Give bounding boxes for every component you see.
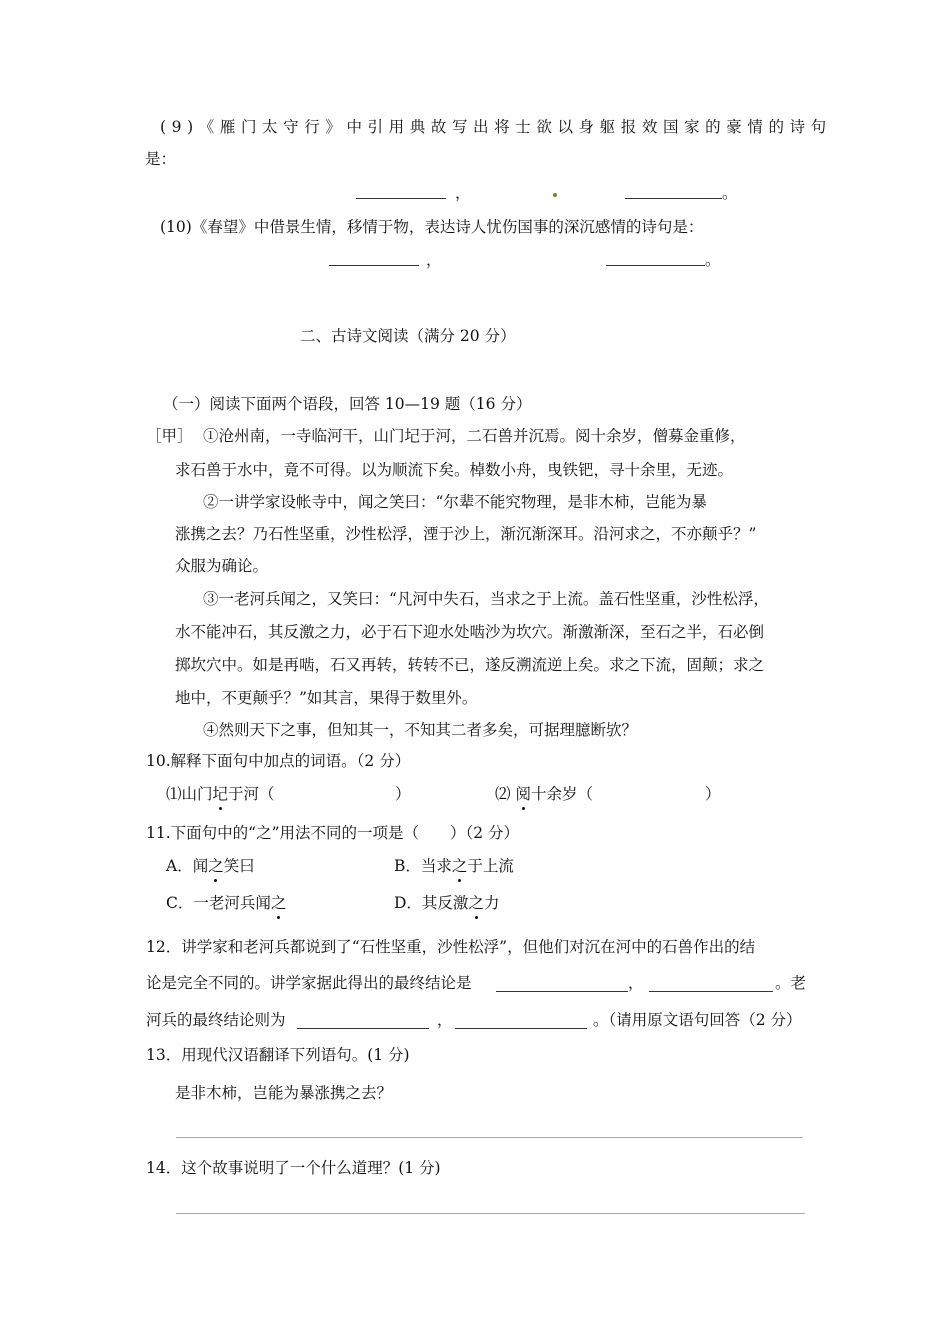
q11-c-dotted-word: 之 xyxy=(270,894,287,912)
passage-p1-line2: 求石兽于水中，竟不可得。以为顺流下矣。棹数小舟，曳铁钯，寻十余里，无迹。 xyxy=(175,461,734,479)
q12-line3-end: 。（请用原文语句回答（2 分） xyxy=(593,1011,802,1029)
q10-item1-dotted-word: 圮 xyxy=(212,785,229,803)
q12-blank-2[interactable] xyxy=(649,990,773,992)
q11-c-pre: C．一老河兵闻 xyxy=(166,894,271,912)
q10-poem-blank-1[interactable] xyxy=(329,264,419,266)
ink-speck xyxy=(553,193,557,197)
passage-p3-line4: 地中，不更颠乎？”如其言，果得于数里外。 xyxy=(175,689,478,707)
passage-p3-line2: 水不能冲石，其反激之力，必于石下迎水处啮沙为坎穴。渐激渐深，至石之半，石必倒 xyxy=(175,623,765,641)
q11-option-a xyxy=(166,856,255,876)
q11-d-post: 力 xyxy=(483,894,500,912)
q11-option-c xyxy=(166,893,286,913)
passage-p3-line1: ③一老河兵闻之，又笑曰：“凡河中失石，当求之于上流。盖石性坚重，沙性松浮， xyxy=(203,590,769,608)
section-title: 二、古诗文阅读（满分 20 分） xyxy=(300,327,516,345)
q11-b-post: 于上流 xyxy=(467,857,514,875)
q10-stem: 10.解释下面句中加点的词语。（2 分） xyxy=(146,752,411,770)
q12-line3-comma: ， xyxy=(437,1011,453,1029)
q10-poem-comma: ， xyxy=(426,251,442,269)
q14-answer-line[interactable] xyxy=(176,1213,805,1214)
q12-line1: 12．讲学家和老河兵都说到了“石性坚重，沙性松浮”，但他们对沉在河中的石兽作出的结 xyxy=(146,938,756,956)
passage-p1-line1: ①沧州南，一寺临河干，山门圮于河，二石兽并沉焉。阅十余岁，僧募金重修， xyxy=(203,427,746,445)
q12-line2-comma: ， xyxy=(628,974,644,992)
q10-item2-pre: ⑵ xyxy=(495,785,516,803)
q12-line2-text: 论是完全不同的。讲学家据此得出的最终结论是 xyxy=(146,974,472,992)
q11-a-post: 笑曰 xyxy=(223,857,255,875)
q9-period: 。 xyxy=(722,184,738,202)
q11-d-dotted-word: 之 xyxy=(468,894,484,912)
q9-line2: 是： xyxy=(145,150,177,168)
q11-option-d xyxy=(394,893,499,913)
q13-answer-line[interactable] xyxy=(176,1137,803,1138)
q9-blank-1[interactable] xyxy=(356,197,446,199)
q9-blank-2[interactable] xyxy=(625,197,722,199)
q12-line3-text: 河兵的最终结论则为 xyxy=(146,1011,286,1029)
q11-option-b xyxy=(394,856,514,876)
q13-sentence: 是非木柿，岂能为暴涨携之去？ xyxy=(175,1084,393,1102)
passage-p2-line3: 众服为确论。 xyxy=(175,557,269,575)
q10-poem-line1: (10)《春望》中借景生情，移情于物，表达诗人忧伤国事的深沉感情的诗句是： xyxy=(160,218,704,236)
q14-stem: 14．这个故事说明了一个什么道理？(1 分) xyxy=(146,1159,441,1177)
q10-item1-pre: ⑴山门 xyxy=(166,785,213,803)
q10-item1-close: ） xyxy=(395,785,411,803)
q12-blank-1[interactable] xyxy=(496,990,628,992)
passage-p3-line3: 掷坎穴中。如是再啮，石又再转，转转不已，遂反溯流逆上矣。求之下流，固颠；求之 xyxy=(175,656,765,674)
q10-item2 xyxy=(495,784,593,804)
q10-item2-post: 十余岁（ xyxy=(530,785,593,803)
passage-label: ［甲］ xyxy=(146,427,193,445)
q10-item1 xyxy=(166,784,275,804)
q9-line1: (9)《雁门太守行》中引用典故写出将士欲以身躯报效国家的豪情的诗句 xyxy=(160,118,832,136)
q12-blank-3[interactable] xyxy=(297,1027,429,1029)
passage-p4-line1: ④然则天下之事，但知其一，不知其二者多矣，可据理臆断欤？ xyxy=(203,721,638,739)
q11-d-pre: D．其反激 xyxy=(394,894,469,912)
q11-stem: 11.下面句中的“之”用法不同的一项是（ ）（2 分） xyxy=(146,824,520,842)
q11-a-dotted-word: 之 xyxy=(208,857,224,875)
q11-a-pre: A．闻 xyxy=(166,857,209,875)
q9-comma: ， xyxy=(455,184,471,202)
passage-p2-line2: 涨携之去？乃石性坚重，沙性松浮，湮于沙上，渐沉渐深耳。沿河求之，不亦颠乎？” xyxy=(175,525,757,543)
q10-item2-close: ） xyxy=(705,785,721,803)
q10-item2-dotted-word: 阅 xyxy=(515,785,531,803)
q12-blank-4[interactable] xyxy=(455,1027,587,1029)
passage-p2-line1: ②一讲学家设帐寺中，闻之笑曰：“尔辈不能究物理，是非木柿，岂能为暴 xyxy=(203,493,707,511)
q10-poem-blank-2[interactable] xyxy=(606,264,705,266)
part1-intro: （一）阅读下面两个语段，回答 10—19 题（16 分） xyxy=(163,395,532,413)
q10-poem-period: 。 xyxy=(705,251,721,269)
q13-stem: 13．用现代汉语翻译下列语句。(1 分) xyxy=(146,1046,410,1064)
q12-line2-end: 。老 xyxy=(775,974,807,992)
q10-item1-post: 于河（ xyxy=(228,785,275,803)
q11-b-dotted-word: 之 xyxy=(451,857,468,875)
q11-b-pre: B．当求 xyxy=(394,857,452,875)
